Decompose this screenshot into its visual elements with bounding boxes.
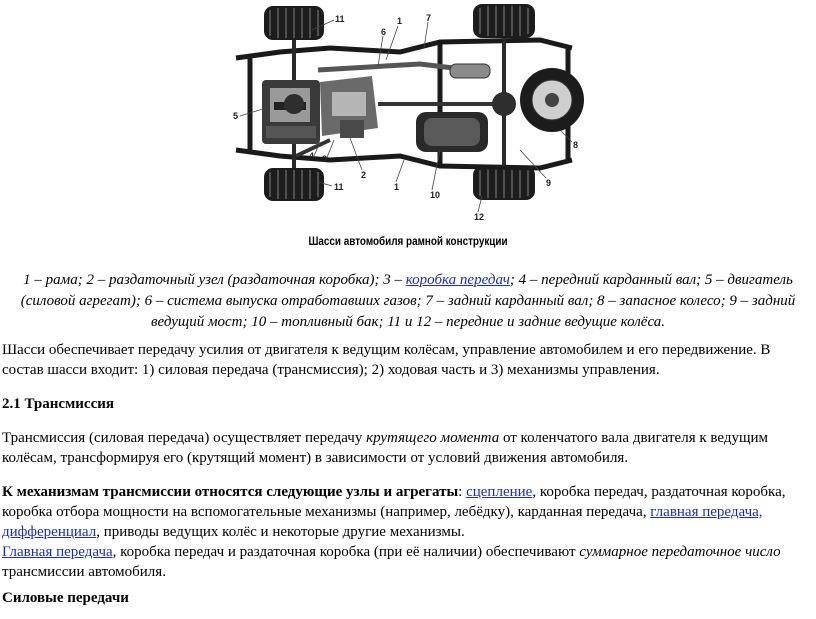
mechanisms-text-1: : — [458, 484, 467, 500]
callout-1-top: 1 — [397, 16, 403, 26]
callout-8: 8 — [573, 140, 579, 150]
rear-differential — [492, 92, 516, 116]
main-gear-link[interactable]: Главная передача — [2, 544, 113, 560]
callout-9: 9 — [546, 178, 552, 188]
callout-11-bottom: 11 — [334, 182, 344, 192]
callout-12: 12 — [474, 212, 485, 222]
chassis-figure — [0, 0, 816, 262]
spare-wheel — [520, 68, 584, 132]
gearbox-link[interactable]: коробка передач — [405, 272, 510, 288]
transmission-text-2: от коленчатого вала двигателя к ведущим колёсам, трансформируя его (крутящий момент) в зависимости от условий движения автомобиля. — [2, 430, 769, 466]
mechanisms-text-2: , коробка передач, раздаточная коробка, коробка отбора мощности на вспомогательные механизмы (например, лебёдку), карданная передача, — [2, 484, 786, 520]
fuel-tank — [416, 112, 488, 152]
figure-caption: Шасси автомобиля рамной конструкции — [308, 236, 508, 248]
callout-1-bottom: 1 — [394, 182, 400, 192]
callout-5: 5 — [233, 111, 239, 121]
mechanisms-paragraph — [2, 482, 810, 582]
main-gear-differential-link[interactable]: главная передача, дифференциал — [2, 504, 763, 540]
figure-legend — [6, 270, 810, 333]
callout-10: 10 — [430, 190, 441, 200]
rear-left-wheel — [473, 4, 535, 38]
transmission-paragraph — [2, 428, 810, 468]
transmission-text-1: Трансмиссия (силовая передача) осуществляет передачу — [2, 430, 367, 446]
mechanisms-text-3: , приводы ведущих колёс и некоторые другие механизмы. — [96, 524, 465, 540]
gearbox — [320, 76, 378, 138]
mechanisms-emphasis: суммарное передаточное число — [579, 544, 781, 560]
front-left-wheel — [264, 6, 324, 40]
legend-text-2: ; 4 – передний карданный вал; 5 – двигатель (силовой агрегат); 6 – система выпуска отработавших газов; 7 – задний карданный вал; 8 – запасное колесо; 9 – задний ведущий мост; 10 – топливный бак; 11 и 12 – передние и задние ведущие колёса. — [20, 272, 796, 330]
callout-7: 7 — [426, 13, 432, 23]
front-right-wheel — [264, 168, 324, 201]
rear-right-wheel — [473, 166, 535, 200]
callout-4: 4 — [309, 151, 315, 161]
callout-2: 2 — [361, 170, 367, 180]
exhaust-system — [318, 64, 490, 78]
section-heading: 2.1 Трансмиссия — [2, 396, 115, 412]
transmission-emphasis: крутящего момента — [366, 430, 500, 446]
mechanisms-bold: К механизмам трансмиссии относятся следующие узлы и агрегаты — [2, 484, 459, 500]
mechanisms-text-5: трансмиссии автомобиля. — [2, 564, 166, 580]
chassis-illustration — [0, 0, 816, 262]
callout-6: 6 — [381, 27, 387, 37]
callout-3: 3 — [322, 154, 328, 164]
clutch-link[interactable]: сцепление — [466, 484, 533, 500]
subheading: Силовые передачи — [2, 590, 129, 606]
mechanisms-text-4: , коробка передач и раздаточная коробка (при её наличии) обеспечивают — [112, 544, 580, 560]
callout-11-top: 11 — [335, 14, 345, 24]
front-differential — [284, 94, 304, 114]
legend-text-1: 1 – рама; 2 – раздаточный узел (раздаточная коробка); 3 – — [23, 272, 406, 288]
intro-paragraph: Шасси обеспечивает передачу усилия от двигателя к ведущим колёсам, управление автомобилем и его передвижение. В состав шасси входит: 1) силовая передача (трансмиссия); 2) ходовая часть и 3) механизмы управления. — [2, 342, 771, 378]
